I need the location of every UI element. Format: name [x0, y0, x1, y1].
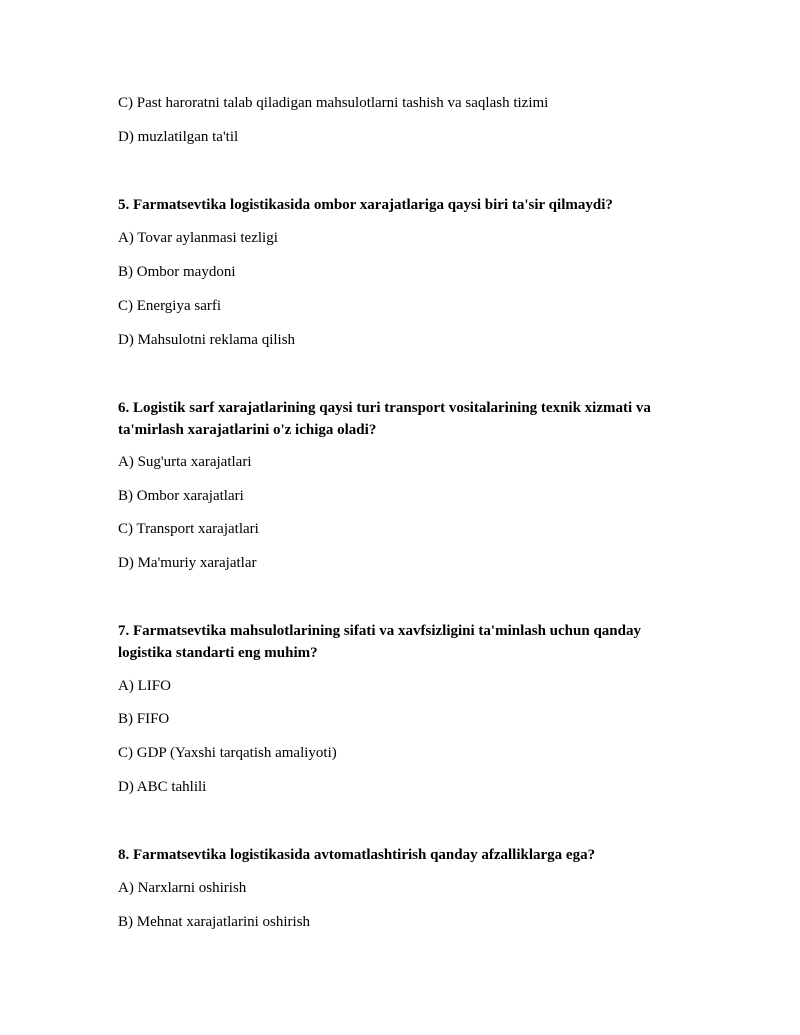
q6-option-c: C) Transport xarajatlari	[118, 521, 259, 537]
q8-option-a: A) Narxlarni oshirish	[118, 880, 247, 896]
q7-option-b: B) FIFO	[118, 711, 170, 727]
q8-option-b: B) Mehnat xarajatlarini oshirish	[118, 914, 311, 930]
question-7: 7. Farmatsevtika mahsulotlarining sifati va xavfsizligini ta'minlash uchun qanday logistika standarti eng muhim?	[118, 623, 641, 661]
q6-option-a: A) Sug'urta xarajatlari	[118, 454, 252, 470]
q7-option-a: A) LIFO	[118, 678, 171, 694]
q5-option-a: A) Tovar aylanmasi tezligi	[118, 230, 278, 246]
question-6: 6. Logistik sarf xarajatlarining qaysi turi transport vositalarining texnik xizmati va ta'mirlash xarajatlarini o'z ichiga oladi?	[118, 400, 651, 438]
option-c: C) Past haroratni talab qiladigan mahsulotlarni tashish va saqlash tizimi	[118, 95, 549, 111]
question-5: 5. Farmatsevtika logistikasida ombor xarajatlariga qaysi biri ta'sir qilmaydi?	[118, 197, 613, 213]
q7-option-c: C) GDP (Yaxshi tarqatish amaliyoti)	[118, 745, 337, 761]
q6-option-d: D) Ma'muriy xarajatlar	[118, 555, 257, 571]
question-8: 8. Farmatsevtika logistikasida avtomatlashtirish qanday afzalliklarga ega?	[118, 847, 596, 863]
q6-option-b: B) Ombor xarajatlari	[118, 488, 244, 504]
option-d: D) muzlatilgan ta'til	[118, 129, 239, 145]
q7-option-d: D) ABC tahlili	[118, 779, 207, 795]
q5-option-c: C) Energiya sarfi	[118, 298, 222, 314]
q5-option-d: D) Mahsulotni reklama qilish	[118, 332, 296, 348]
q5-option-b: B) Ombor maydoni	[118, 264, 236, 280]
